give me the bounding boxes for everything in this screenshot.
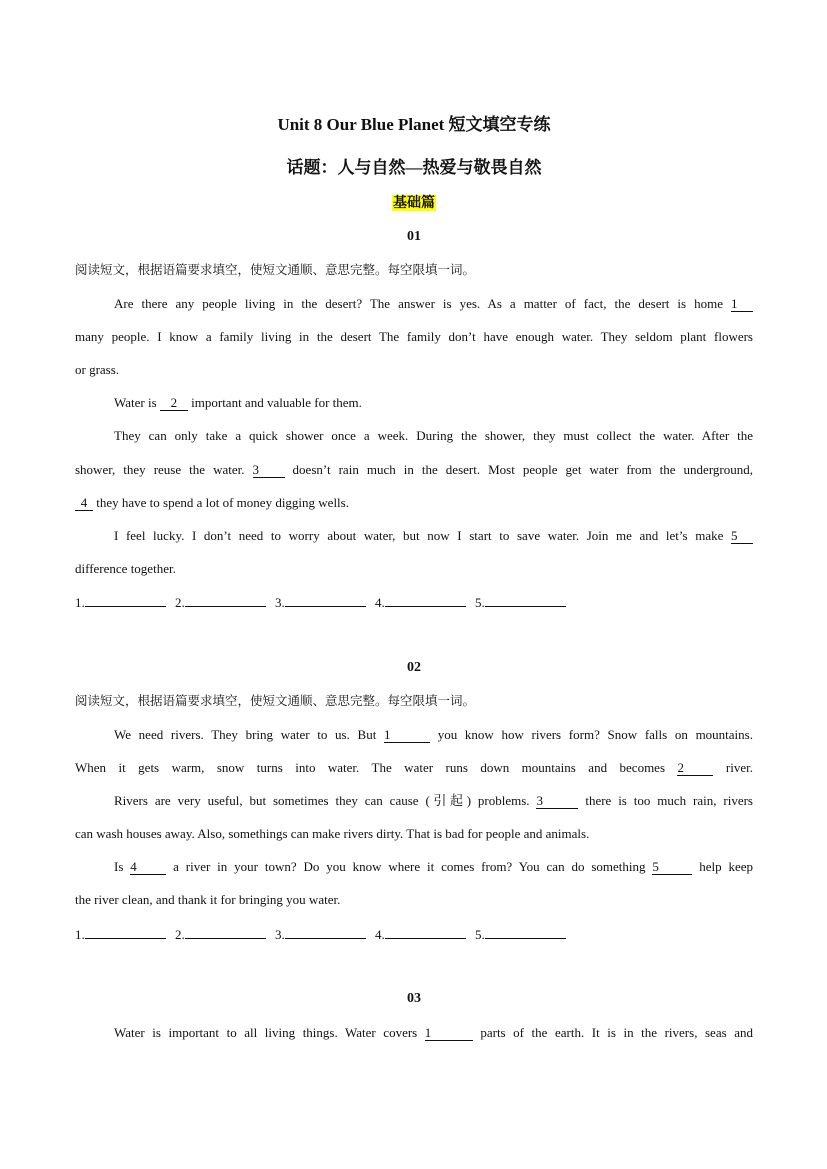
answer-blank[interactable]: 3 xyxy=(536,794,578,809)
answer-line[interactable] xyxy=(285,926,366,939)
passage-line: Water is important to all living things. Water covers 1 parts of the earth. It is in the rivers, seas and xyxy=(114,1025,753,1040)
level-badge: 基础篇 xyxy=(393,195,435,211)
answer-blank[interactable]: 1 xyxy=(425,1026,473,1041)
topic-heading: 话题：人与自然—热爱与敬畏自然 xyxy=(286,158,542,177)
section-number: 03 xyxy=(407,991,421,1006)
answer-blank[interactable]: 5 xyxy=(652,860,692,875)
level-badge-wrap xyxy=(75,192,753,212)
instruction: 阅读短文，根据语篇要求填空，使短文通顺、意思完整。每空限填一词。 xyxy=(75,693,476,708)
answer-blank[interactable]: 1 xyxy=(384,728,430,743)
answer-blank[interactable]: 4 xyxy=(130,860,166,875)
passage-line: many people. I know a family living in the desert The family don’t have enough water. They seldom plant flowers xyxy=(75,329,753,344)
passage-line: Is 4 a river in your town? Do you know where it comes from? You can do something 5 help keep xyxy=(114,859,754,874)
answer-line[interactable] xyxy=(185,594,266,607)
answer-row: 1. 2. 3. 4. 5. xyxy=(75,926,572,943)
passage-line: We need rivers. They bring water to us. But 1 you know how rivers form? Snow falls on mountains. xyxy=(114,727,753,742)
passage-line: Are there any people living in the desert? The answer is yes. As a matter of fact, the desert is home 1 xyxy=(75,296,753,312)
document-title: Unit 8 Our Blue Planet 短文填空专练 xyxy=(277,115,551,134)
passage-line: They can only take a quick shower once a week. During the shower, they must collect the water. After the xyxy=(114,428,753,443)
answer-blank[interactable]: 2 xyxy=(677,761,713,776)
answer-blank[interactable]: 5 xyxy=(731,529,753,544)
passage-line: can wash houses away. Also, somethings can make rivers dirty. That is bad for people and animals. xyxy=(75,826,590,841)
passage-line: difference together. xyxy=(75,561,176,576)
answer-blank[interactable]: 3 xyxy=(253,463,285,478)
answer-line[interactable] xyxy=(85,926,166,939)
passage-line: Rivers are very useful, but sometimes they can cause (引起) problems. 3 there is too much rain, rivers xyxy=(114,793,753,808)
section-number: 02 xyxy=(407,660,421,675)
answer-line[interactable] xyxy=(385,926,466,939)
answer-line[interactable] xyxy=(185,926,266,939)
passage-line: I feel lucky. I don’t need to worry about water, but now I start to save water. Join me and let’s make 5 xyxy=(75,528,753,544)
passage-line: the river clean, and thank it for bringing you water. xyxy=(75,892,341,907)
passage-line: When it gets warm, snow turns into water. The water runs down mountains and becomes 2 river. xyxy=(75,760,753,775)
instruction: 阅读短文，根据语篇要求填空，使短文通顺、意思完整。每空限填一词。 xyxy=(75,262,476,277)
answer-line[interactable] xyxy=(385,594,466,607)
passage-line: or grass. xyxy=(75,362,120,377)
section-number: 01 xyxy=(407,229,421,244)
passage-line: Water is 2 important and valuable for them. xyxy=(114,395,362,410)
answer-row: 1. 2. 3. 4. 5. xyxy=(75,594,572,611)
answer-blank[interactable]: 2 xyxy=(160,396,188,411)
passage-line: shower, they reuse the water. 3 doesn’t rain much in the desert. Most people get water from the underground, xyxy=(75,462,754,477)
answer-line[interactable] xyxy=(85,594,166,607)
answer-blank[interactable]: 4 xyxy=(75,496,93,511)
answer-blank[interactable]: 1 xyxy=(731,297,753,312)
answer-line[interactable] xyxy=(285,594,366,607)
answer-line[interactable] xyxy=(485,594,566,607)
answer-line[interactable] xyxy=(485,926,566,939)
passage-line: 4 they have to spend a lot of money digging wells. xyxy=(75,495,753,511)
